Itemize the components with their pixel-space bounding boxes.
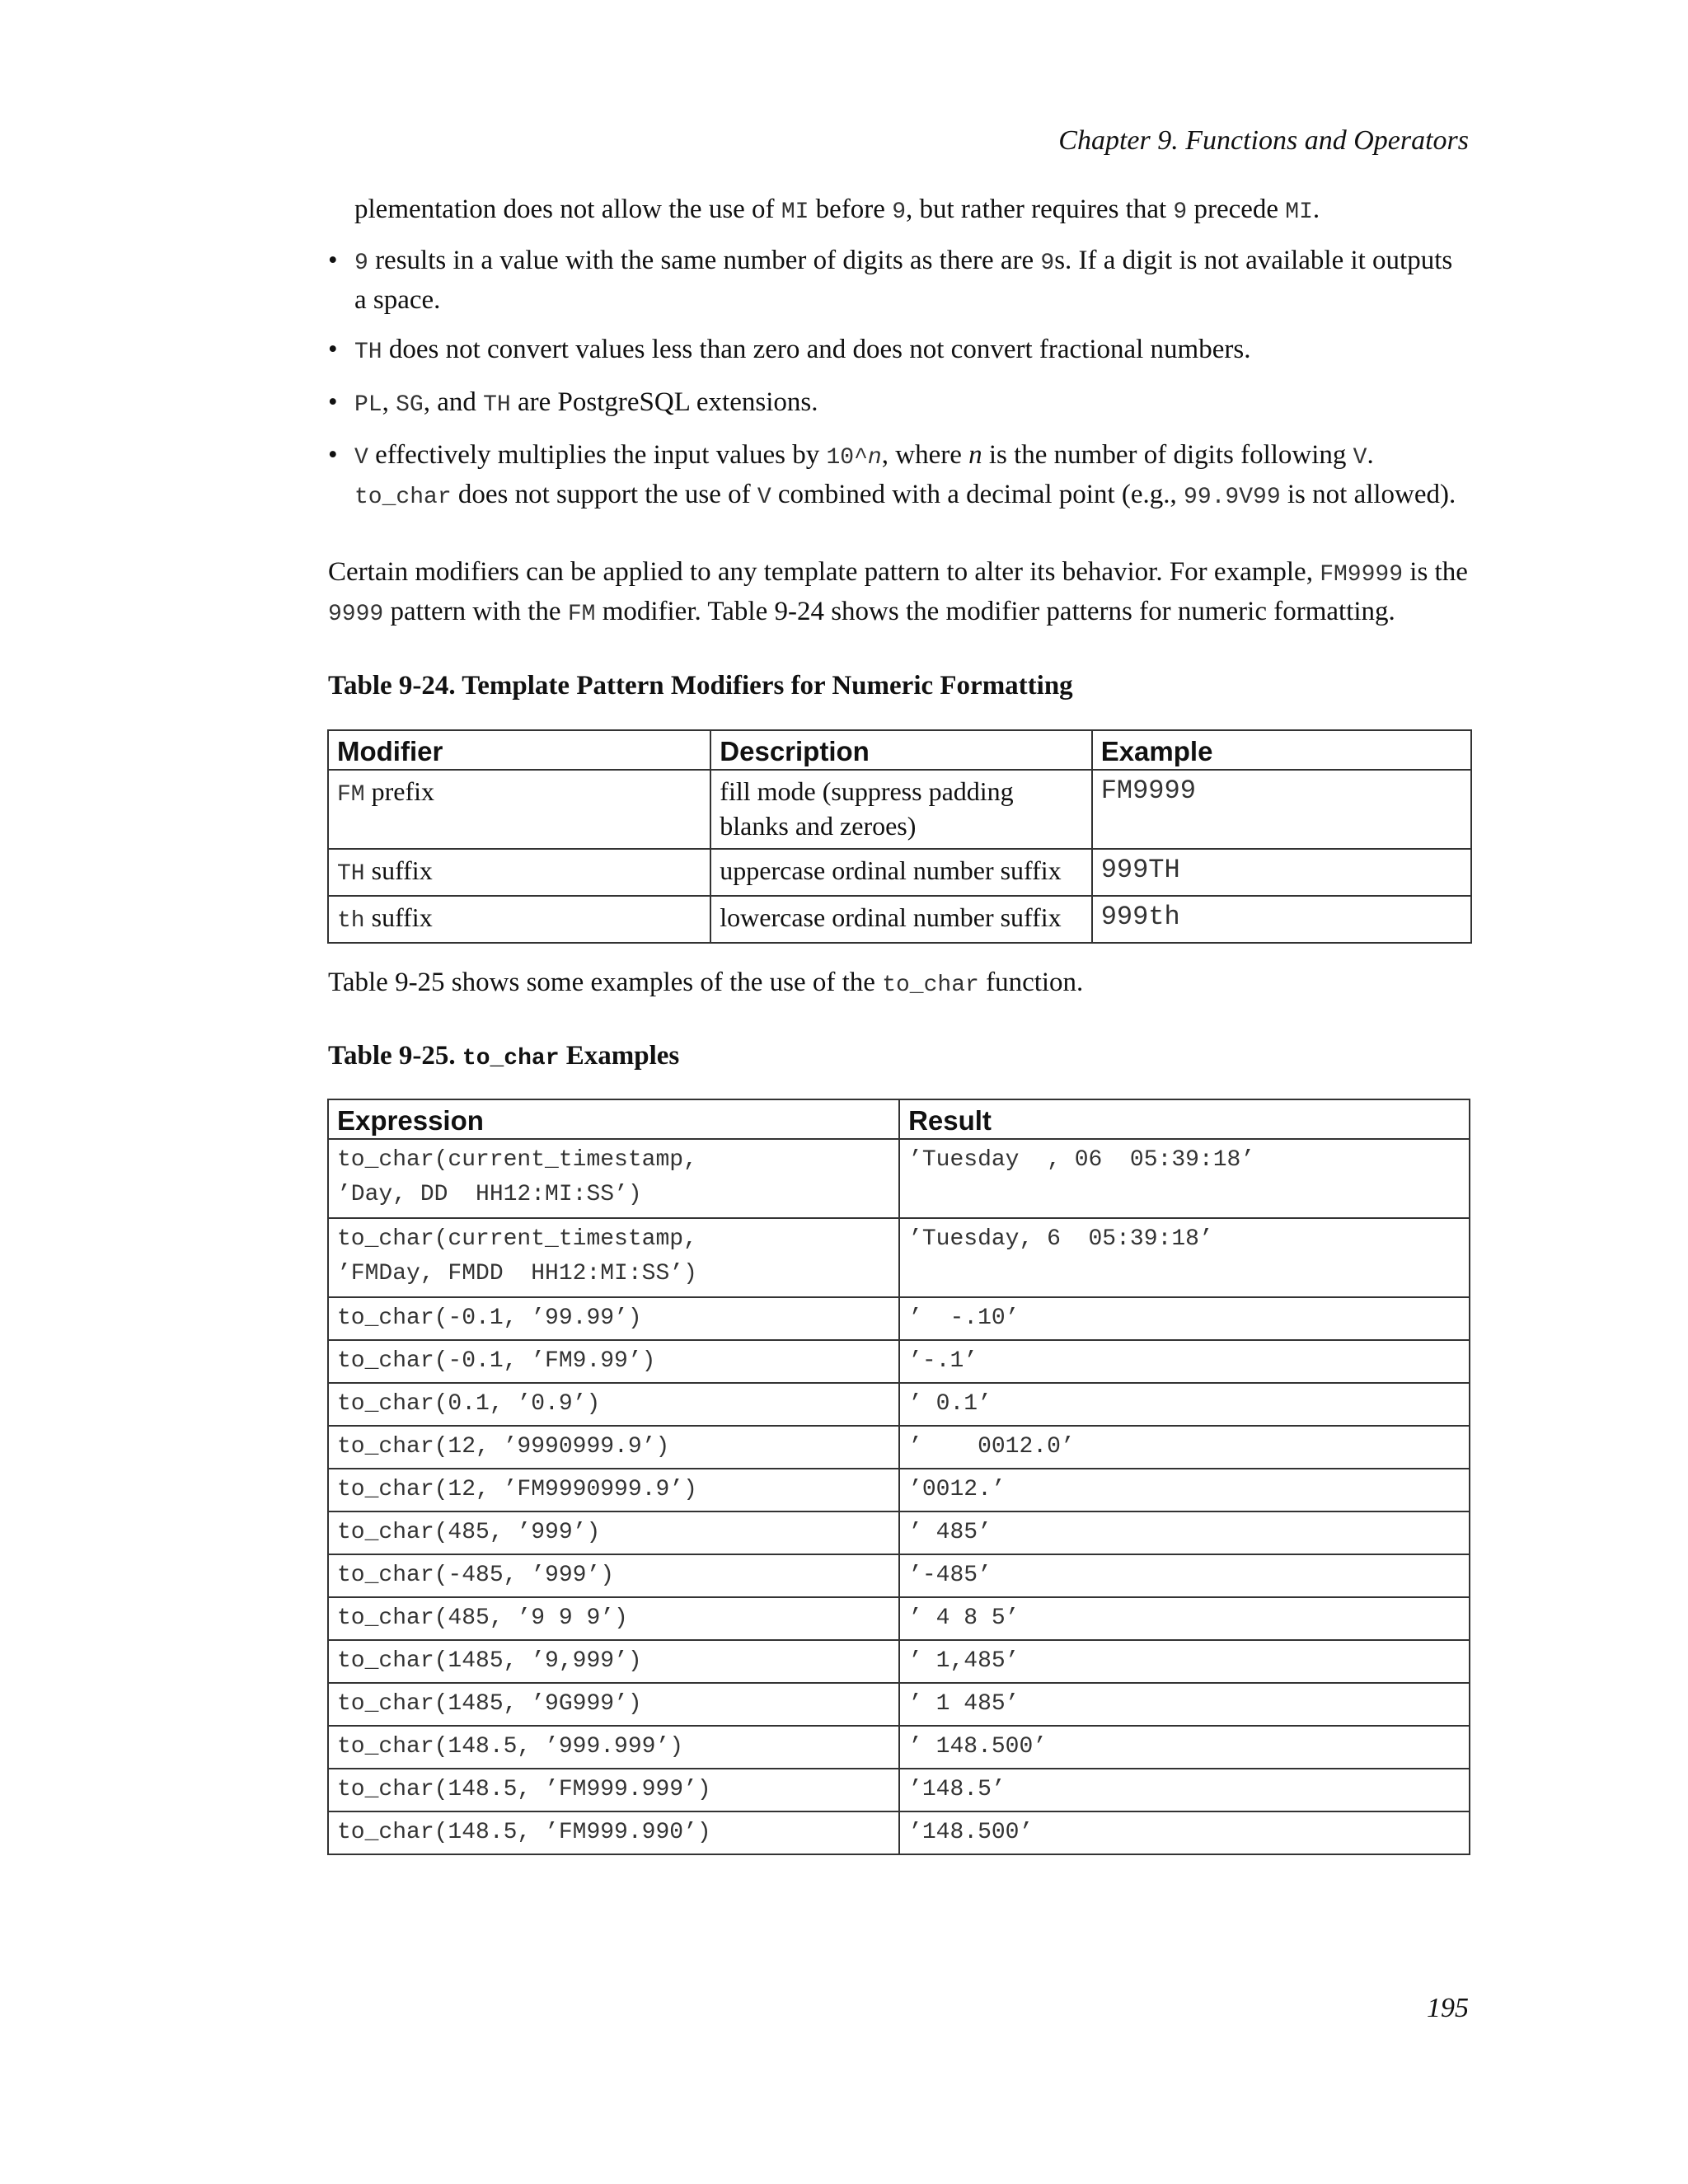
expression-cell: to_char(-0.1, ’99.99’) — [328, 1297, 899, 1340]
text-run: . — [1312, 194, 1320, 224]
bullet-icon: • — [328, 387, 338, 417]
text-run: modifier. Table 9-24 shows the modifier patterns for numeric formatting. — [595, 597, 1395, 626]
result-cell: ’ -.10’ — [899, 1297, 1470, 1340]
expression-cell: to_char(1485, ’9G999’) — [328, 1683, 899, 1726]
text-run: are PostgreSQL extensions. — [510, 387, 818, 417]
table-row — [328, 770, 1471, 849]
bullet-item — [328, 331, 1469, 371]
table-cell — [328, 770, 710, 849]
text-run: , but rather requires that — [906, 194, 1174, 224]
text-run: before — [809, 194, 893, 224]
expression-cell: to_char(-485, ’999’) — [328, 1554, 899, 1597]
result-cell: ’ 0012.0’ — [899, 1426, 1470, 1469]
column-header: Result — [899, 1099, 1470, 1139]
to-char-examples-table — [327, 1099, 1470, 1855]
bullet-icon: • — [328, 440, 338, 470]
result-cell: ’ 4 8 5’ — [899, 1597, 1470, 1640]
text-run: suffix — [364, 855, 433, 885]
expression-cell: to_char(current_timestamp, ’FMDay, FMDD HH12:MI:SS’) — [328, 1218, 899, 1297]
result-cell: ’148.500’ — [899, 1811, 1470, 1854]
table-row — [328, 849, 1471, 896]
expression-cell: to_char(12, ’FM9990999.9’) — [328, 1469, 899, 1511]
result-cell: ’ 0.1’ — [899, 1383, 1470, 1426]
table25-intro — [328, 964, 1469, 1004]
code-run: FM9999 — [1320, 562, 1404, 588]
result-cell: ’0012.’ — [899, 1469, 1470, 1511]
code-run: 9 — [1173, 199, 1188, 225]
title-text: Examples — [559, 1041, 680, 1071]
column-header: Description — [710, 730, 1091, 770]
text-run: , where — [881, 440, 969, 470]
table-row — [328, 1340, 1470, 1383]
code-run: V — [354, 445, 368, 471]
code-run: 10^ — [826, 445, 868, 471]
column-header: Modifier — [328, 730, 710, 770]
code-run: 99.9V99 — [1184, 485, 1281, 510]
text-run: pattern with the — [383, 597, 568, 626]
result-cell: ’-485’ — [899, 1554, 1470, 1597]
text-run: , — [382, 387, 396, 417]
bullet-item — [328, 437, 1469, 516]
text-run: does not support the use of — [451, 480, 757, 509]
table-row — [328, 1811, 1470, 1854]
table-cell: fill mode (suppress padding blanks and zeroes) — [710, 770, 1091, 849]
table-title — [328, 1041, 679, 1071]
table-cell: uppercase ordinal number suffix — [710, 849, 1091, 896]
table-cell: 999th — [1092, 896, 1471, 943]
table-row — [328, 1511, 1470, 1554]
title-code: to_char — [462, 1046, 560, 1071]
code-run: 9 — [354, 251, 368, 276]
continuation-text — [354, 191, 1469, 231]
result-cell: ’ 148.500’ — [899, 1726, 1470, 1769]
expression-cell: to_char(12, ’9990999.9’) — [328, 1426, 899, 1469]
column-header: Expression — [328, 1099, 899, 1139]
text-run: does not convert values less than zero and does not convert fractional numbers. — [382, 335, 1251, 364]
code-run: to_char — [882, 972, 979, 998]
result-cell: ’ 485’ — [899, 1511, 1470, 1554]
title-text: Table 9-25. — [328, 1041, 462, 1071]
table-row — [328, 1469, 1470, 1511]
code-run: FM — [337, 782, 365, 808]
table-row — [328, 1597, 1470, 1640]
text-run: prefix — [364, 776, 435, 806]
expression-cell: to_char(0.1, ’0.9’) — [328, 1383, 899, 1426]
bullet-list — [328, 242, 1469, 529]
expression-cell: to_char(485, ’999’) — [328, 1511, 899, 1554]
bullet-icon: • — [328, 335, 338, 364]
result-cell: ’148.5’ — [899, 1769, 1470, 1811]
table-cell: lowercase ordinal number suffix — [710, 896, 1091, 943]
code-run: V — [757, 485, 771, 510]
code-run: 9 — [892, 199, 907, 225]
text-run: , and — [423, 387, 484, 417]
table-cell — [328, 896, 710, 943]
table-row — [328, 1769, 1470, 1811]
text-run: combined with a decimal point (e.g., — [771, 480, 1184, 509]
modifier-table — [327, 729, 1472, 944]
table-row — [328, 1726, 1470, 1769]
table-header-row — [328, 1099, 1470, 1139]
table-row — [328, 1683, 1470, 1726]
expression-cell: to_char(485, ’9 9 9’) — [328, 1597, 899, 1640]
text-run: s. If a digit is not available it outputs a space. — [354, 246, 1453, 315]
table-row — [328, 1640, 1470, 1683]
italic-run: n — [867, 445, 882, 471]
text-run: function. — [978, 968, 1084, 997]
text-run: is the number of digits following — [982, 440, 1353, 470]
table-row — [328, 1426, 1470, 1469]
table-row — [328, 1554, 1470, 1597]
code-run: MI — [1285, 199, 1313, 225]
column-header: Example — [1092, 730, 1471, 770]
code-run: PL — [354, 392, 382, 418]
table-row — [328, 1218, 1470, 1297]
text-run: suffix — [364, 902, 433, 932]
result-cell: ’ 1 485’ — [899, 1683, 1470, 1726]
code-run: FM — [567, 602, 596, 627]
code-run: MI — [781, 199, 809, 225]
bullet-icon: • — [328, 246, 338, 275]
text-run: results in a value with the same number of digits as there are — [368, 246, 1041, 275]
expression-cell: to_char(148.5, ’FM999.990’) — [328, 1811, 899, 1854]
code-run: V — [1353, 445, 1367, 471]
table-cell: 999TH — [1092, 849, 1471, 896]
code-run: th — [337, 908, 365, 934]
result-cell: ’ 1,485’ — [899, 1640, 1470, 1683]
result-cell: ’-.1’ — [899, 1340, 1470, 1383]
result-cell: ’Tuesday, 6 05:39:18’ — [899, 1218, 1470, 1297]
expression-cell: to_char(-0.1, ’FM9.99’) — [328, 1340, 899, 1383]
running-head: Chapter 9. Functions and Operators — [1058, 125, 1469, 156]
code-run: 9 — [1040, 251, 1055, 276]
expression-cell: to_char(1485, ’9,999’) — [328, 1640, 899, 1683]
code-run: 9999 — [328, 602, 384, 627]
text-run: effectively multiplies the input values by — [368, 440, 827, 470]
code-run: TH — [354, 340, 382, 365]
code-run: TH — [337, 861, 365, 887]
table-row — [328, 1383, 1470, 1426]
text-run: precede — [1187, 194, 1286, 224]
page-number: 195 — [1427, 1993, 1469, 2023]
table-row — [328, 1297, 1470, 1340]
table-cell: FM9999 — [1092, 770, 1471, 849]
bullet-item — [328, 384, 1469, 424]
modifiers-paragraph — [328, 554, 1469, 633]
text-run: Table 9-25 shows some examples of the use of the — [328, 968, 883, 997]
italic-run: n — [968, 440, 982, 470]
code-run: TH — [483, 392, 511, 418]
code-run: to_char — [354, 485, 452, 510]
bullet-item — [328, 242, 1469, 318]
expression-cell: to_char(current_timestamp, ’Day, DD HH12:MI:SS’) — [328, 1139, 899, 1218]
text-run: . — [1367, 440, 1374, 470]
text-run: Certain modifiers can be applied to any template pattern to alter its behavior. For example, — [328, 557, 1320, 587]
table-row — [328, 1139, 1470, 1218]
text-run: plementation does not allow the use of — [354, 194, 781, 224]
table-title: Table 9-24. Template Pattern Modifiers for Numeric Formatting — [328, 671, 1073, 701]
expression-cell: to_char(148.5, ’999.999’) — [328, 1726, 899, 1769]
expression-cell: to_char(148.5, ’FM999.999’) — [328, 1769, 899, 1811]
code-run: SG — [396, 392, 424, 418]
table-cell — [328, 849, 710, 896]
table-header-row — [328, 730, 1471, 770]
text-run: is the — [1403, 557, 1468, 587]
text-run: is not allowed). — [1280, 480, 1456, 509]
table-row — [328, 896, 1471, 943]
result-cell: ’Tuesday , 06 05:39:18’ — [899, 1139, 1470, 1218]
